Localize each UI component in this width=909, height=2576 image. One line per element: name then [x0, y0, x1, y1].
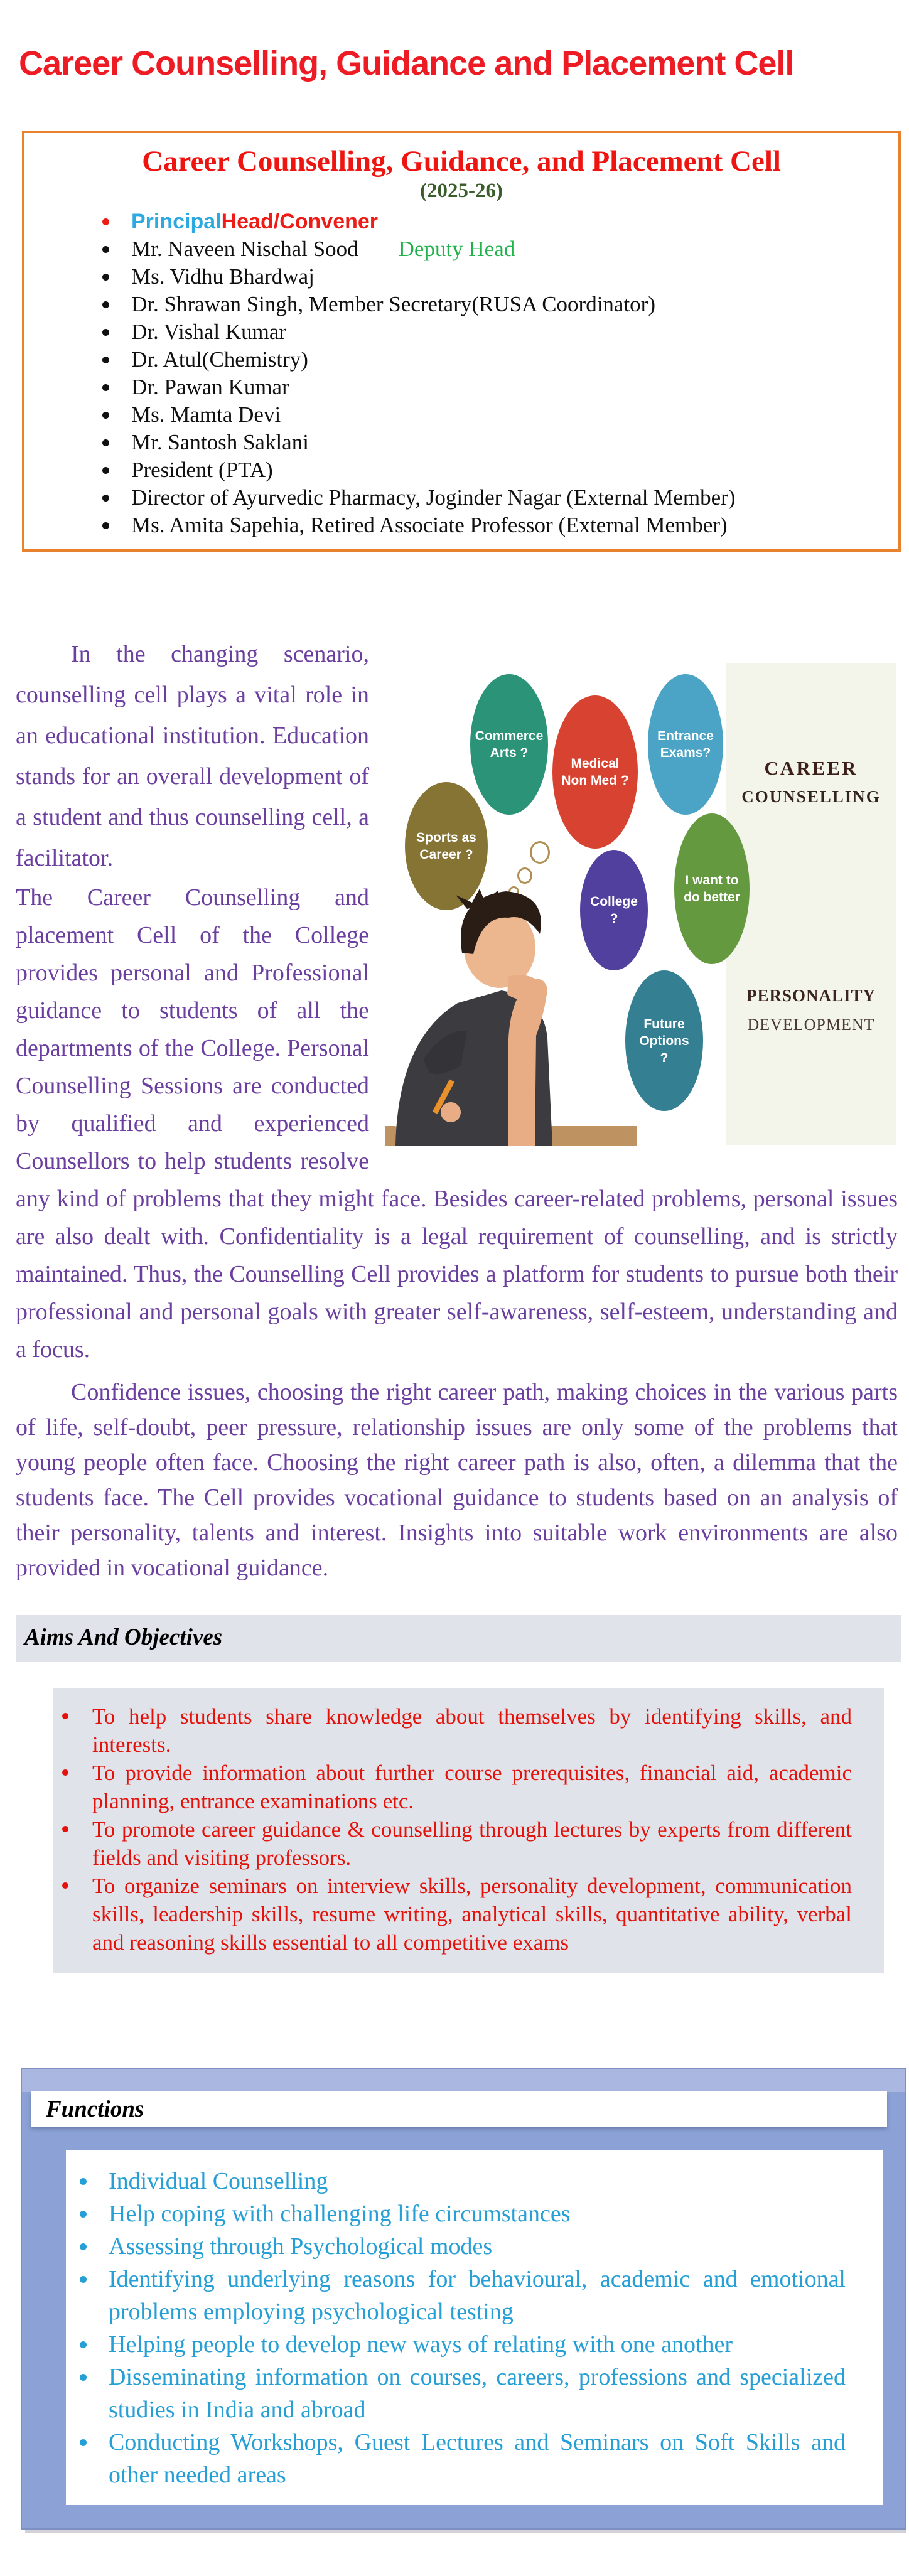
committee-member [131, 401, 892, 429]
aims-item [92, 1702, 852, 1759]
functions-item-text: Disseminating information on courses, careers, professions and specialized studies in India and abroad [109, 2364, 846, 2423]
thought-trail-circle [530, 841, 550, 864]
functions-item [109, 2198, 846, 2230]
committee-session: (2025-26) [420, 180, 503, 202]
functions-item-text: Identifying underlying reasons for behavioural, academic and emotional problems employing psychological testing [109, 2266, 846, 2325]
committee-member [131, 291, 892, 318]
functions-title: Functions [46, 2096, 144, 2122]
thought-bubble-college: College ? [580, 850, 648, 970]
aims-item [92, 1872, 852, 1956]
intro-section [16, 634, 898, 1586]
student-photo [385, 871, 637, 1146]
thought-bubble-entrance-exams: Entrance Exams? [648, 674, 723, 815]
member-name: President (PTA) [131, 458, 273, 482]
intro-paragraph-2: The Career Counselling and placement Cell of the College provides personal and Professional guidance to students of all the departments of the College. Personal Counselling Sessions are conducted by qualified and experienced Counsellors to help students resolve any kind of problems that they might face. Besides career-related problems, personal issues are also dealt with. Confidentiality is a legal requirement of counselling, and is strictly maintained. Thus, the Counselling Cell provides a platform for students to pursue both their professional and personal goals with greater self-awareness, self-esteem, understanding and a focus. [16, 884, 898, 1363]
functions-item-text: Helping people to develop new ways of relating with one another [109, 2331, 733, 2358]
infographic-side-panel [726, 663, 896, 1145]
member-name: Ms. Vidhu Bhardwaj [131, 264, 315, 289]
committee-box [22, 131, 901, 552]
functions-item-text: Individual Counselling [109, 2168, 328, 2194]
aims-title-band [16, 1615, 901, 1662]
panel-text-development: DEVELOPMENT [747, 1016, 875, 1034]
functions-item [109, 2263, 846, 2328]
member-role: Head/Convener [221, 210, 379, 233]
panel-text-personality: PERSONALITY [746, 986, 876, 1005]
aims-item-text: To promote career guidance & counselling through lectures by experts from different fields and visiting professors. [92, 1817, 852, 1870]
functions-list [66, 2165, 846, 2491]
committee-member [131, 235, 892, 263]
member-name: Ms. Mamta Devi [131, 402, 281, 427]
panel-text-career: CAREER [764, 757, 858, 779]
functions-item [109, 2426, 846, 2491]
aims-item-text: To help students share knowledge about themselves by identifying skills, and interests. [92, 1704, 852, 1757]
committee-member [131, 484, 892, 512]
aims-list [53, 1702, 852, 1956]
functions-item-text: Conducting Workshops, Guest Lectures and Seminars on Soft Skills and other needed areas [109, 2429, 846, 2488]
member-name: Dr. Shrawan Singh, Member Secretary(RUSA Coordinator) [131, 292, 655, 316]
functions-panel [21, 2068, 906, 2530]
panel-text-counselling: COUNSELLING [741, 787, 881, 806]
functions-item [109, 2328, 846, 2361]
functions-item-text: Help coping with challenging life circumstances [109, 2201, 571, 2227]
functions-item [109, 2230, 846, 2263]
member-name: Dr. Pawan Kumar [131, 375, 289, 399]
thought-bubble-commerce-arts: Commerce Arts ? [470, 674, 548, 815]
thought-bubble-sports: Sports as Career ? [405, 782, 488, 910]
functions-title-bar [31, 2091, 887, 2127]
aims-item [92, 1815, 852, 1872]
committee-member [131, 512, 892, 539]
member-name: Ms. Amita Sapehia, Retired Associate Professor (External Member) [131, 513, 728, 537]
aims-item-text: To organize seminars on interview skills, personality development, communication skills, leadership skills, resume writing, analytical skills, quantitative ability, verbal and reasoning skills essential to all competitive exams [92, 1874, 852, 1955]
career-counselling-infographic [382, 634, 898, 1146]
committee-member [131, 208, 892, 235]
intro-paragraph-3: Confidence issues, choosing the right career path, making choices in the various parts of life, self-doubt, peer pressure, relationship issues are only some of the problems that young people often face. Choosing the right career path is also, often, a dilemma that the students face. The Cell provides vocational guidance to students based on an analysis of their personality, talents and interest. Insights into suitable work environments are also provided in vocational guidance. [16, 1379, 898, 1581]
thought-bubble-future-options: Future Options ? [625, 970, 703, 1111]
aims-item [92, 1759, 852, 1815]
aims-list-band [53, 1688, 884, 1973]
committee-list [31, 208, 892, 539]
functions-item [109, 2165, 846, 2198]
page-title: Career Counselling, Guidance and Placement Cell [19, 45, 794, 83]
member-name: Director of Ayurvedic Pharmacy, Joginder Nagar (External Member) [131, 485, 736, 510]
aims-title: Aims And Objectives [24, 1624, 223, 1650]
committee-member [131, 346, 892, 373]
functions-item [109, 2361, 846, 2426]
member-name: Principal [131, 210, 222, 233]
member-name: Mr. Santosh Saklani [131, 430, 309, 454]
committee-member [131, 373, 892, 401]
member-name: Dr. Vishal Kumar [131, 319, 287, 344]
functions-item-text: Assessing through Psychological modes [109, 2233, 493, 2260]
intro-paragraph-1: In the changing scenario, counselling cell plays a vital role in an educational institution. Education stands for an overall development of a student and thus counselling cell, a facilitator. [16, 641, 369, 871]
thought-bubble-medical: Medical Non Med ? [552, 695, 638, 849]
committee-member [131, 263, 892, 291]
committee-box-title: Career Counselling, Guidance, and Placement Cell [142, 145, 781, 178]
thought-bubble-do-better: I want to do better [674, 813, 750, 964]
member-name: Dr. Atul(Chemistry) [131, 347, 308, 372]
committee-member [131, 456, 892, 484]
member-role: Deputy Head [398, 237, 515, 261]
committee-member [131, 429, 892, 456]
member-name: Mr. Naveen Nischal Sood [131, 237, 358, 261]
functions-list-panel [66, 2150, 883, 2505]
aims-item-text: To provide information about further course prerequisites, financial aid, academic planning, entrance examinations etc. [92, 1761, 852, 1813]
committee-member [131, 318, 892, 346]
